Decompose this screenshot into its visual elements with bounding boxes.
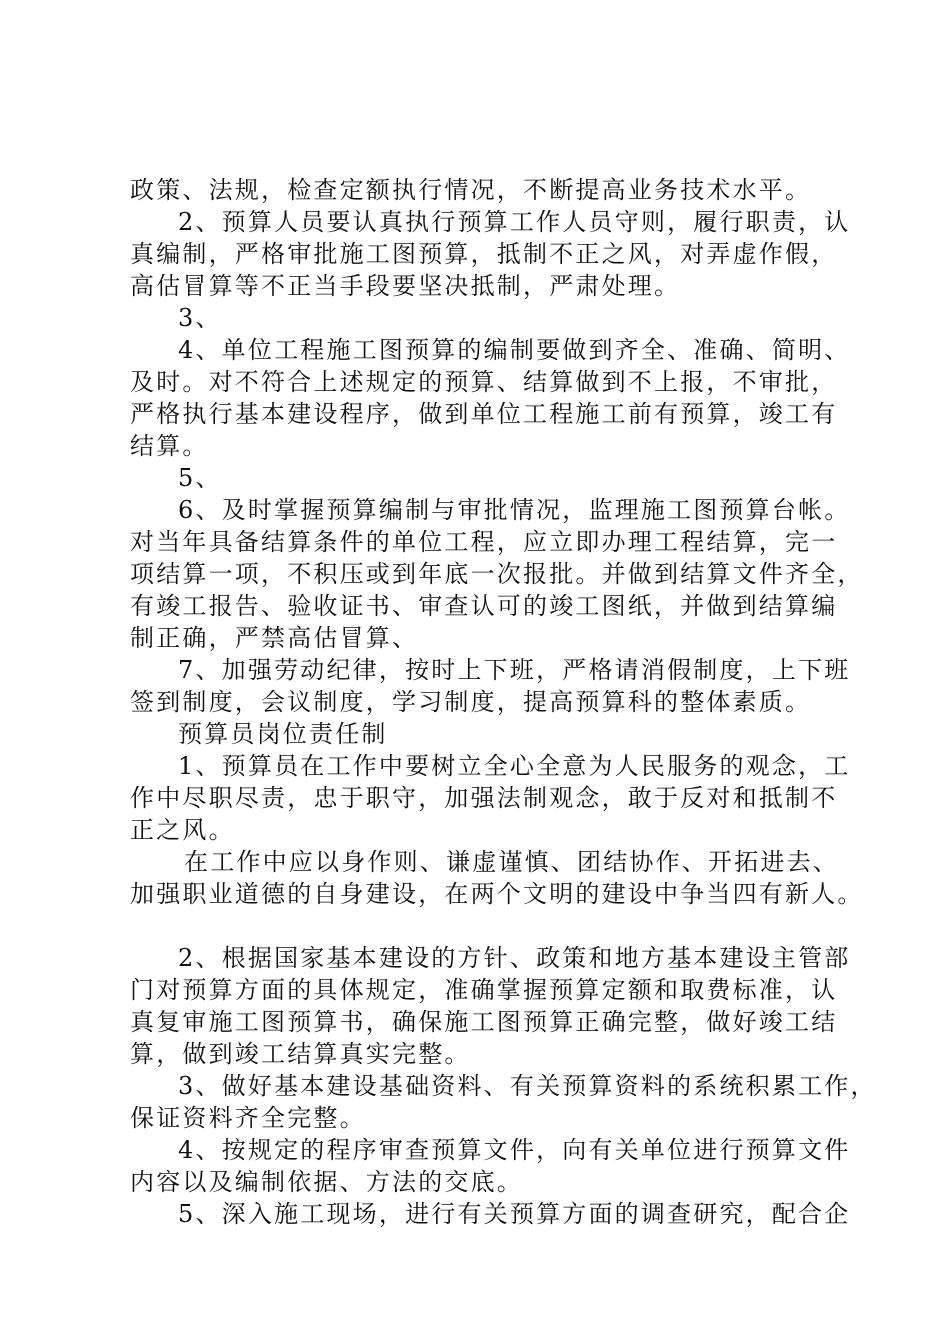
text-line: 项结算一项，不积压或到年底一次报批。并做到结算文件齐全，: [130, 560, 864, 588]
text-line: 2、预算人员要认真执行预算工作人员守则，履行职责，认: [178, 208, 851, 236]
text-line: 真编制，严格审批施工图预算，抵制不正之风，对弄虚作假，: [130, 240, 838, 268]
text-line: 保证资料齐全完整。: [130, 1104, 366, 1132]
text-line: 内容以及编制依据、方法的交底。: [130, 1168, 523, 1196]
text-line: 2、根据国家基本建设的方针、政策和地方基本建设主管部: [178, 944, 851, 972]
text-line: 7、加强劳动纪律，按时上下班，严格请消假制度，上下班: [178, 656, 851, 684]
text-line: 3、: [178, 304, 222, 332]
text-line: 政策、法规，检查定额执行情况，不断提高业务技术水平。: [130, 176, 812, 204]
text-line: 签到制度，会议制度，学习制度，提高预算科的整体素质。: [130, 688, 812, 716]
text-line: 及时。对不符合上述规定的预算、结算做到不上报，不审批，: [130, 368, 838, 396]
text-line: 门对预算方面的具体规定，准确掌握预算定额和取费标准，认: [130, 976, 838, 1004]
text-line: 1、预算员在工作中要树立全心全意为人民服务的观念，工: [178, 752, 851, 780]
text-line: 4、按规定的程序审查预算文件，向有关单位进行预算文件: [178, 1136, 851, 1164]
text-line: 高估冒算等不正当手段要坚决抵制，严肃处理。: [130, 272, 681, 300]
text-line: 真复审施工图预算书，确保施工图预算正确完整，做好竣工结: [130, 1008, 838, 1036]
section-heading: 预算员岗位责任制: [178, 720, 388, 748]
text-line: 6、及时掌握预算编制与审批情况，监理施工图预算台帐。: [178, 496, 851, 524]
text-line: 正之风。: [130, 816, 235, 844]
text-line: 算，做到竣工结算真实完整。: [130, 1040, 471, 1068]
text-line: 加强职业道德的自身建设，在两个文明的建设中争当四有新人。: [130, 880, 864, 908]
text-line: 5、深入施工现场，进行有关预算方面的调查研究，配合企: [178, 1200, 851, 1228]
text-line: 对当年具备结算条件的单位工程，应立即办理工程结算，完一: [130, 528, 838, 556]
text-line: 制正确，严禁高估冒算、: [130, 624, 419, 652]
text-line: 3、做好基本建设基础资料、有关预算资料的系统积累工作，: [178, 1072, 877, 1100]
text-line: 结算。: [130, 432, 209, 460]
text-line: 5、: [178, 464, 222, 492]
text-line: 在工作中应以身作则、谦虚谨慎、团结协作、开拓进去、: [184, 848, 839, 876]
text-line: 严格执行基本建设程序，做到单位工程施工前有预算，竣工有: [130, 400, 838, 428]
text-line: 作中尽职尽责，忠于职守，加强法制观念，敢于反对和抵制不: [130, 784, 838, 812]
text-line: 4、单位工程施工图预算的编制要做到齐全、准确、简明、: [178, 336, 851, 364]
text-line: 有竣工报告、验收证书、审查认可的竣工图纸，并做到结算编: [130, 592, 838, 620]
